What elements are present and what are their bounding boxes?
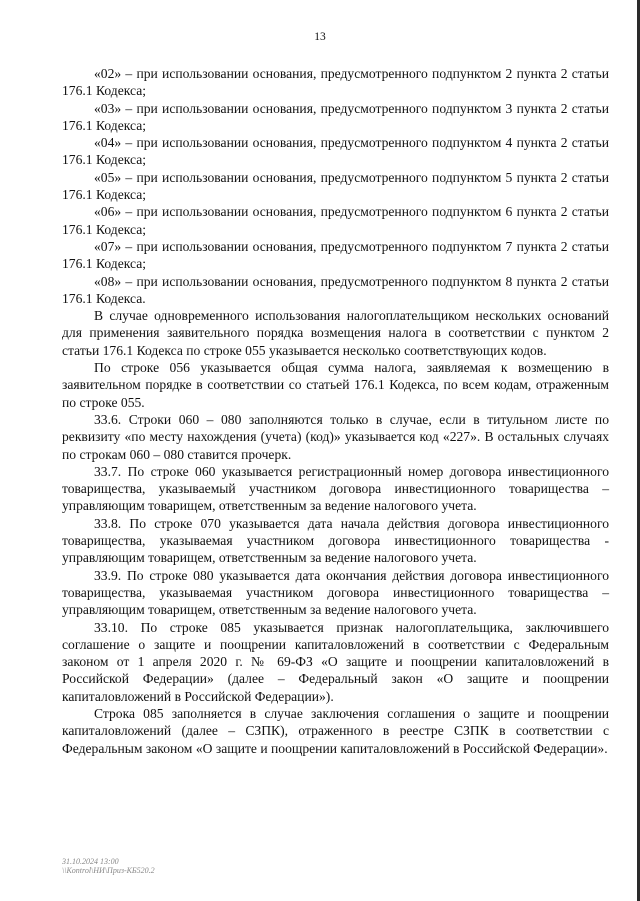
footer-file-path: \\Kontrol\НИ\Приз-КБ520.2 (62, 866, 155, 875)
footer-stamp (62, 857, 155, 875)
paragraph-code-04: «04» – при использовании основания, предусмотренного подпунктом 4 пункта 2 статьи 176.1 Кодекса; (62, 135, 609, 168)
paragraph-code-05: «05» – при использовании основания, предусмотренного подпунктом 5 пункта 2 статьи 176.1 Кодекса; (62, 169, 609, 203)
paragraph-code-02: «02» – при использовании основания, предусмотренного подпунктом 2 пункта 2 статьи 176.1 Кодекса; (62, 66, 609, 99)
page-number: 13 (314, 31, 326, 43)
paragraph-33-8: 33.8. По строке 070 указывается дата начала действия договора инвестиционного товарищества, указываемая участником договора инвестиционного товарищества - управляющим товарищем, ответственным за ведение налогового учета. (62, 515, 609, 566)
paragraph-33-9: 33.9. По строке 080 указывается дата окончания действия договора инвестиционного товарищества, указываемая участником договора инвестиционного товарищества – управляющим товарищем, ответственным за ведение налогового учета. (62, 567, 609, 618)
paragraph-multiple-grounds: В случае одновременного использования налогоплательщиком нескольких оснований для применения заявительного порядка возмещения налога в соответствии с пунктом 2 статьи 176.1 Кодекса по строке 055 указывается несколько соответствующих кодов. (62, 308, 609, 358)
paragraph-code-07: «07» – при использовании основания, предусмотренного подпунктом 7 пункта 2 статьи 176.1 Кодекса; (62, 238, 609, 272)
paragraph-33-7: 33.7. По строке 060 указывается регистрационный номер договора инвестиционного товарищества, указываемый участником договора инвестиционного товарищества – управляющим товарищем, ответственным за ведение налогового учета. (62, 463, 609, 514)
paragraph-code-06: «06» – при использовании основания, предусмотренного подпунктом 6 пункта 2 статьи 176.1 Кодекса; (62, 204, 609, 237)
paragraph-line-085: Строка 085 заполняется в случае заключения соглашения о защите и поощрении капиталовложений (далее – СЗПК), отраженного в реестре СЗПК в соответствии с Федеральным законом «О защите и поощрении капиталовложений в Российской Федерации». (62, 705, 609, 756)
paragraph-33-10: 33.10. По строке 085 указывается признак налогоплательщика, заключившего соглашение о защите и поощрении капиталовложений в соответствии с Федеральным законом от 1 апреля 2020 г. № 69-ФЗ «О защите и поощрении капиталовложений в Российской Федерации» (далее – Федеральный закон «О защите и поощрении капиталовложений в Российской Федерации»). (62, 619, 609, 704)
footer-timestamp: 31.10.2024 13:00 (62, 857, 119, 866)
document-body (62, 65, 609, 757)
paragraph-33-6: 33.6. Строки 060 – 080 заполняются только в случае, если в титульном листе по реквизиту «по месту нахождения (учета) (код)» указывается код «227». В остальных случаях по строкам 060 – 080 ставится прочерк. (62, 411, 609, 462)
paragraph-line-056: По строке 056 указывается общая сумма налога, заявляемая к возмещению в заявительном порядке в соответствии со статьей 176.1 Кодекса, по всем кодам, отраженным по строке 055. (62, 360, 609, 410)
paragraph-code-03: «03» – при использовании основания, предусмотренного подпунктом 3 пункта 2 статьи 176.1 Кодекса; (62, 100, 609, 133)
paragraph-code-08: «08» – при использовании основания, предусмотренного подпунктом 8 пункта 2 статьи 176.1 Кодекса. (62, 273, 609, 306)
